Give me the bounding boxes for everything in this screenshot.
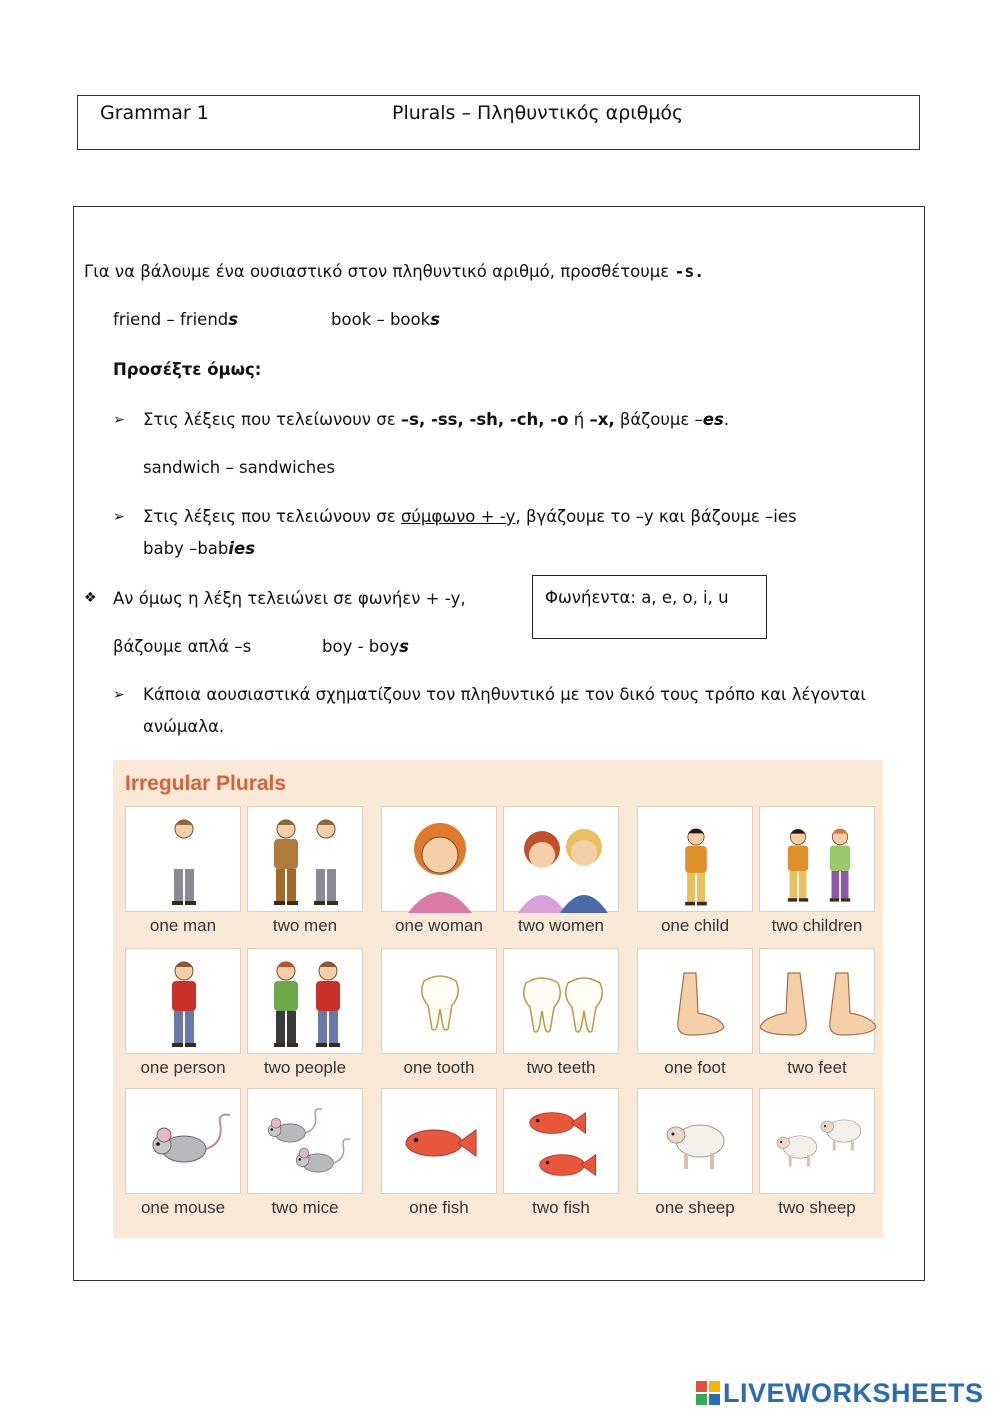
- two-mice-icon: [248, 1089, 364, 1195]
- arrow-bullet-icon: ➢: [113, 687, 125, 703]
- plural-card-image: [125, 1088, 241, 1194]
- person-figure-icon: [126, 949, 242, 1055]
- plural-card: [503, 948, 619, 1078]
- plural-card-label: one tooth: [403, 1058, 475, 1077]
- attention-heading: Προσέξτε όμως:: [113, 360, 262, 379]
- plural-card-image: [637, 948, 753, 1054]
- example-boys: boy - boys: [322, 637, 409, 656]
- plural-card-image: [759, 806, 875, 912]
- example-books: book – books: [331, 310, 441, 329]
- two-men-figure-icon: [248, 807, 364, 913]
- plural-card-image: [125, 948, 241, 1054]
- plural-card-image: [381, 1088, 497, 1194]
- rule-ies: Στις λέξεις που τελειώνουν σε σύμφωνο + -y, βγάζουμε το –y και βάζουμε –ies: [143, 507, 797, 526]
- plural-card-image: [381, 948, 497, 1054]
- rule-irregular-line1: Κάποια αουσιαστικά σχηματίζουν τον πληθυντικό με τον δικό τους τρόπο και λέγονται: [143, 685, 866, 704]
- two-people-figure-icon: [248, 949, 364, 1055]
- tooth-icon: [382, 949, 498, 1055]
- plural-card-image: [759, 1088, 875, 1194]
- vowels-box: [532, 575, 767, 639]
- plural-card-image: [503, 806, 619, 912]
- fish-icon: [382, 1089, 498, 1195]
- plural-card-label: two mice: [271, 1198, 339, 1217]
- rule-vowel-y: Αν όμως η λέξη τελειώνει σε φωνήεν + -y,: [113, 589, 466, 608]
- plural-card-image: [503, 948, 619, 1054]
- rule-es: Στις λέξεις που τελείωνουν σε –s, -ss, -sh, -ch, -o ή –x, βάζουμε –es.: [143, 410, 730, 429]
- plural-card-label: two men: [272, 916, 338, 935]
- plural-card-image: [503, 1088, 619, 1194]
- plural-card-label: two sheep: [778, 1198, 856, 1217]
- plural-card-label: one foot: [664, 1058, 726, 1077]
- plural-card-image: [247, 806, 363, 912]
- two-feet-icon: [760, 949, 876, 1055]
- plural-card-label: two feet: [787, 1058, 847, 1077]
- plural-card-label: one person: [140, 1058, 226, 1077]
- plural-card: [247, 948, 363, 1078]
- rule-irregular-line2: ανώμαλα.: [143, 717, 225, 736]
- sheep-icon: [638, 1089, 754, 1195]
- two-fish-icon: [504, 1089, 620, 1195]
- header-grammar-label: Grammar 1: [100, 102, 209, 124]
- plural-card-label: one child: [660, 916, 730, 935]
- plural-card-label: one man: [149, 916, 217, 935]
- woman-figure-icon: [382, 807, 498, 913]
- mouse-icon: [126, 1089, 242, 1195]
- plural-card: [381, 1088, 497, 1218]
- two-sheep-icon: [760, 1089, 876, 1195]
- two-teeth-icon: [504, 949, 620, 1055]
- man-figure-icon: [126, 807, 242, 913]
- plural-card: [125, 806, 241, 936]
- plural-card-label: one fish: [409, 1198, 469, 1217]
- plural-card-image: [247, 948, 363, 1054]
- plural-card: [637, 806, 753, 936]
- plural-card-image: [381, 806, 497, 912]
- plural-card-label: one mouse: [140, 1198, 226, 1217]
- plural-card-image: [637, 806, 753, 912]
- plural-card-image: [125, 806, 241, 912]
- arrow-bullet-icon: ➢: [113, 412, 125, 428]
- plural-card: [381, 948, 497, 1078]
- header-box: [77, 95, 920, 150]
- plural-card: [247, 806, 363, 936]
- two-women-figure-icon: [504, 807, 620, 913]
- intro-line: Για να βάλουμε ένα ουσιαστικό στον πληθυντικό αριθμό, προσθέτουμε -s.: [84, 262, 705, 281]
- example-sandwiches: sandwich – sandwiches: [143, 458, 335, 477]
- irregular-plurals-panel: [113, 760, 883, 1238]
- panel-title: Irregular Plurals: [125, 772, 287, 795]
- logo-mark-icon: [696, 1381, 720, 1405]
- liveworksheets-logo: LIVEWORKSHEETS: [696, 1378, 984, 1409]
- arrow-bullet-icon: ➢: [113, 509, 125, 525]
- plural-card-label: one woman: [395, 916, 483, 935]
- plural-card-label: one sheep: [655, 1198, 735, 1217]
- plural-card-label: two children: [771, 916, 863, 935]
- plural-card: [637, 1088, 753, 1218]
- plural-card-image: [637, 1088, 753, 1194]
- plural-card: [759, 1088, 875, 1218]
- plural-card-label: two teeth: [526, 1058, 596, 1077]
- plural-card-label: two people: [263, 1058, 347, 1077]
- plural-card: [381, 806, 497, 936]
- plural-card: [503, 806, 619, 936]
- plural-card-label: two fish: [532, 1198, 590, 1217]
- plural-card: [125, 1088, 241, 1218]
- header-title: Plurals – Πληθυντικός αριθμός: [392, 102, 684, 124]
- rule-just-s: βάζουμε απλά –s: [113, 637, 252, 656]
- plural-card: [125, 948, 241, 1078]
- plural-card-image: [759, 948, 875, 1054]
- plural-card: [759, 806, 875, 936]
- vowels-text: Φωνήεντα: a, e, o, i, u: [545, 588, 729, 607]
- example-friends: friend – friends: [113, 310, 239, 329]
- plural-card: [247, 1088, 363, 1218]
- diamond-bullet-icon: ❖: [84, 590, 97, 606]
- plural-card-label: two women: [518, 916, 604, 935]
- child-figure-icon: [638, 807, 754, 913]
- plural-card: [759, 948, 875, 1078]
- foot-icon: [638, 949, 754, 1055]
- plural-card-image: [247, 1088, 363, 1194]
- plural-card: [637, 948, 753, 1078]
- two-children-figure-icon: [760, 807, 876, 913]
- example-babies: baby –babies: [143, 539, 256, 558]
- plural-card: [503, 1088, 619, 1218]
